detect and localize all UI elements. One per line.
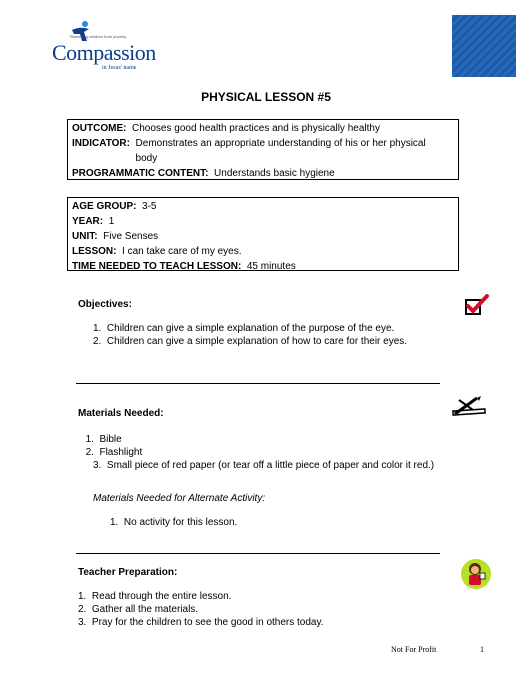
indicator-label: INDICATOR:	[72, 138, 130, 149]
lesson-label: LESSON:	[72, 246, 117, 257]
time-value: 45 minutes	[246, 261, 296, 272]
indicator-value: Demonstrates an appropriate understanding of his or her physical body	[135, 138, 426, 164]
list-item	[110, 516, 237, 529]
alternate-materials-heading: Materials Needed for Alternate Activity:	[93, 493, 266, 504]
footer-not-for-profit: Not For Profit	[391, 645, 437, 654]
blue-stamp-image	[452, 15, 516, 77]
outcome-label: OUTCOME:	[72, 123, 127, 134]
list-item-number: 1.	[85, 434, 94, 445]
logo-subtitle: in Jesus' name	[102, 65, 137, 71]
logo-tagline: Releasing children from poverty	[70, 34, 127, 39]
outcome-value: Chooses good health practices and is physically healthy	[132, 123, 380, 134]
compassion-logo	[50, 20, 165, 70]
unit-label: UNIT:	[72, 231, 98, 242]
list-item	[93, 322, 407, 335]
unit-value: Five Senses	[103, 231, 159, 242]
list-item-text: No activity for this lesson.	[123, 517, 238, 528]
content-label: PROGRAMMATIC CONTENT:	[72, 168, 209, 179]
list-item-number: 1.	[93, 323, 102, 334]
page-title: PHYSICAL LESSON #5	[201, 90, 331, 104]
list-item	[78, 603, 324, 616]
list-item-text: Read through the entire lesson.	[91, 591, 232, 602]
list-item-number: 2.	[93, 336, 102, 347]
year-value: 1	[108, 216, 115, 227]
pencil-ruler-icon	[451, 396, 487, 418]
checkbox-check-icon	[464, 294, 490, 318]
list-item-text: Flashlight	[99, 447, 143, 458]
list-item-text: Children can give a simple explanation of the purpose of the eye.	[106, 323, 395, 334]
list-item-text: Pray for the children to see the good in others today.	[91, 617, 324, 628]
section-divider	[76, 383, 440, 384]
list-item-number: 2.	[85, 447, 94, 458]
list-item	[80, 446, 440, 459]
lesson-value: I can take care of my eyes.	[122, 246, 242, 257]
list-item	[93, 335, 407, 348]
list-item	[78, 590, 324, 603]
list-item-text: Bible	[99, 434, 122, 445]
materials-heading: Materials Needed:	[78, 408, 164, 419]
preparation-heading: Teacher Preparation:	[78, 567, 178, 578]
list-item-text: Children can give a simple explanation of how to care for their eyes.	[106, 336, 408, 347]
age-label: AGE GROUP:	[72, 201, 137, 212]
page-number: 1	[480, 645, 484, 654]
objectives-list	[93, 322, 407, 348]
list-item	[78, 616, 324, 629]
time-label: TIME NEEDED TO TEACH LESSON:	[72, 261, 242, 272]
list-item	[80, 459, 440, 472]
outcome-box	[67, 119, 459, 180]
section-divider	[76, 553, 440, 554]
lesson-info-box	[67, 197, 459, 271]
logo-wordmark: Compassion	[52, 40, 156, 65]
teacher-icon	[460, 558, 492, 590]
year-label: YEAR:	[72, 216, 104, 227]
list-item-number: 1.	[110, 517, 119, 528]
content-value: Understands basic hygiene	[214, 168, 335, 179]
list-item	[80, 433, 440, 446]
objectives-heading: Objectives:	[78, 299, 132, 310]
list-item-number: 3.	[78, 617, 87, 628]
materials-list	[80, 433, 440, 472]
preparation-list	[78, 590, 324, 629]
list-item-number: 3.	[93, 460, 102, 471]
list-item-number: 2.	[78, 604, 87, 615]
list-item-number: 1.	[78, 591, 87, 602]
age-value: 3-5	[142, 201, 157, 212]
list-item-text: Gather all the materials.	[91, 604, 199, 615]
list-item-text: Small piece of red paper (or tear off a little piece of paper and color it red.)	[106, 460, 435, 471]
